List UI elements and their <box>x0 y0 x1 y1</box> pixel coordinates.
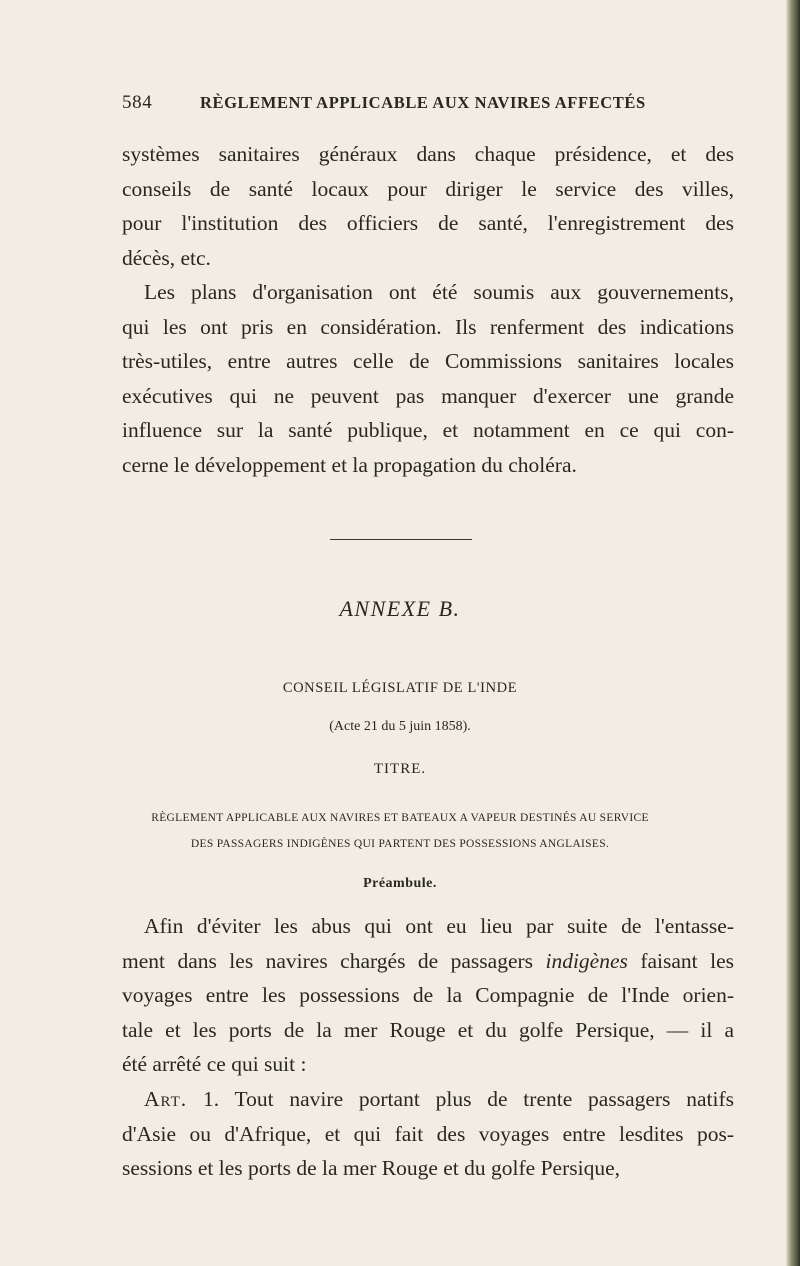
text-line: d'Asie ou d'Afrique, et qui fait des voyages entre lesdites pos- <box>122 1121 734 1146</box>
text-line <box>122 1082 734 1117</box>
titre-heading: TITRE. <box>373 761 427 777</box>
act-reference: (Acte 21 du 5 juin 1858). <box>329 719 471 734</box>
text-line: Les plans d'organisation ont été soumis aux gouvernements, <box>144 280 734 304</box>
text-line: sessions et les ports de la mer Rouge et du golfe Persique, <box>122 1156 620 1181</box>
text-line: décès, etc. <box>122 245 211 270</box>
text-line: été arrêté ce qui suit : <box>122 1052 307 1077</box>
text-line: cerne le développement et la propagation du choléra. <box>122 452 577 477</box>
reglement-heading <box>0 805 800 857</box>
running-header <box>122 92 732 114</box>
text-line: systèmes sanitaires généraux dans chaque présidence, et des <box>122 142 734 166</box>
paragraph-preamble <box>122 909 734 1082</box>
article-label: Art. <box>144 1087 188 1111</box>
page-edge-shadow <box>786 0 800 1266</box>
text-line: exécutives qui ne peuvent pas manquer d'exercer une grande <box>122 383 734 408</box>
text-line: influence sur la santé publique, et notamment en ce qui con- <box>122 418 734 443</box>
text-line: pour l'institution des officiers de santé, l'enregistrement des <box>122 211 734 236</box>
page-number: 584 <box>122 92 153 113</box>
text-line: voyages entre les possessions de la Compagnie de l'Inde orien- <box>122 983 734 1008</box>
annexe-title: ANNEXE B. <box>339 596 461 621</box>
text-segment: ment dans les navires chargés de passagers <box>122 948 546 973</box>
reglement-line: RÈGLEMENT APPLICABLE AUX NAVIRES ET BATEAUX A VAPEUR DESTINÉS AU SERVICE <box>151 812 649 824</box>
council-heading: CONSEIL LÉGISLATIF DE L'INDE <box>282 680 518 696</box>
text-segment: faisant les <box>627 948 734 973</box>
preambule-heading: Préambule. <box>363 876 437 891</box>
text-segment: 1. Tout navire portant plus de trente passagers natifs <box>187 1087 734 1111</box>
paragraph-continuation <box>122 137 734 275</box>
text-line: conseils de santé locaux pour diriger le service des villes, <box>122 176 734 201</box>
paragraph-plans <box>122 275 734 483</box>
paragraph-article-1 <box>122 1082 734 1186</box>
italic-word: indigènes <box>545 948 628 973</box>
text-line: très-utiles, entre autres celle de Commissions sanitaires locales <box>122 349 734 374</box>
text-line <box>122 944 734 979</box>
section-divider <box>330 539 472 540</box>
text-line: qui les ont pris en considération. Ils renferment des indications <box>122 314 734 339</box>
running-title: RÈGLEMENT APPLICABLE AUX NAVIRES AFFECTÉS <box>200 93 646 112</box>
text-line: tale et les ports de la mer Rouge et du golfe Persique, — il a <box>122 1017 734 1042</box>
text-line: Afin d'éviter les abus qui ont eu lieu par suite de l'entasse- <box>144 914 734 938</box>
reglement-line: DES PASSAGERS INDIGÈNES QUI PARTENT DES POSSESSIONS ANGLAISES. <box>190 838 610 850</box>
